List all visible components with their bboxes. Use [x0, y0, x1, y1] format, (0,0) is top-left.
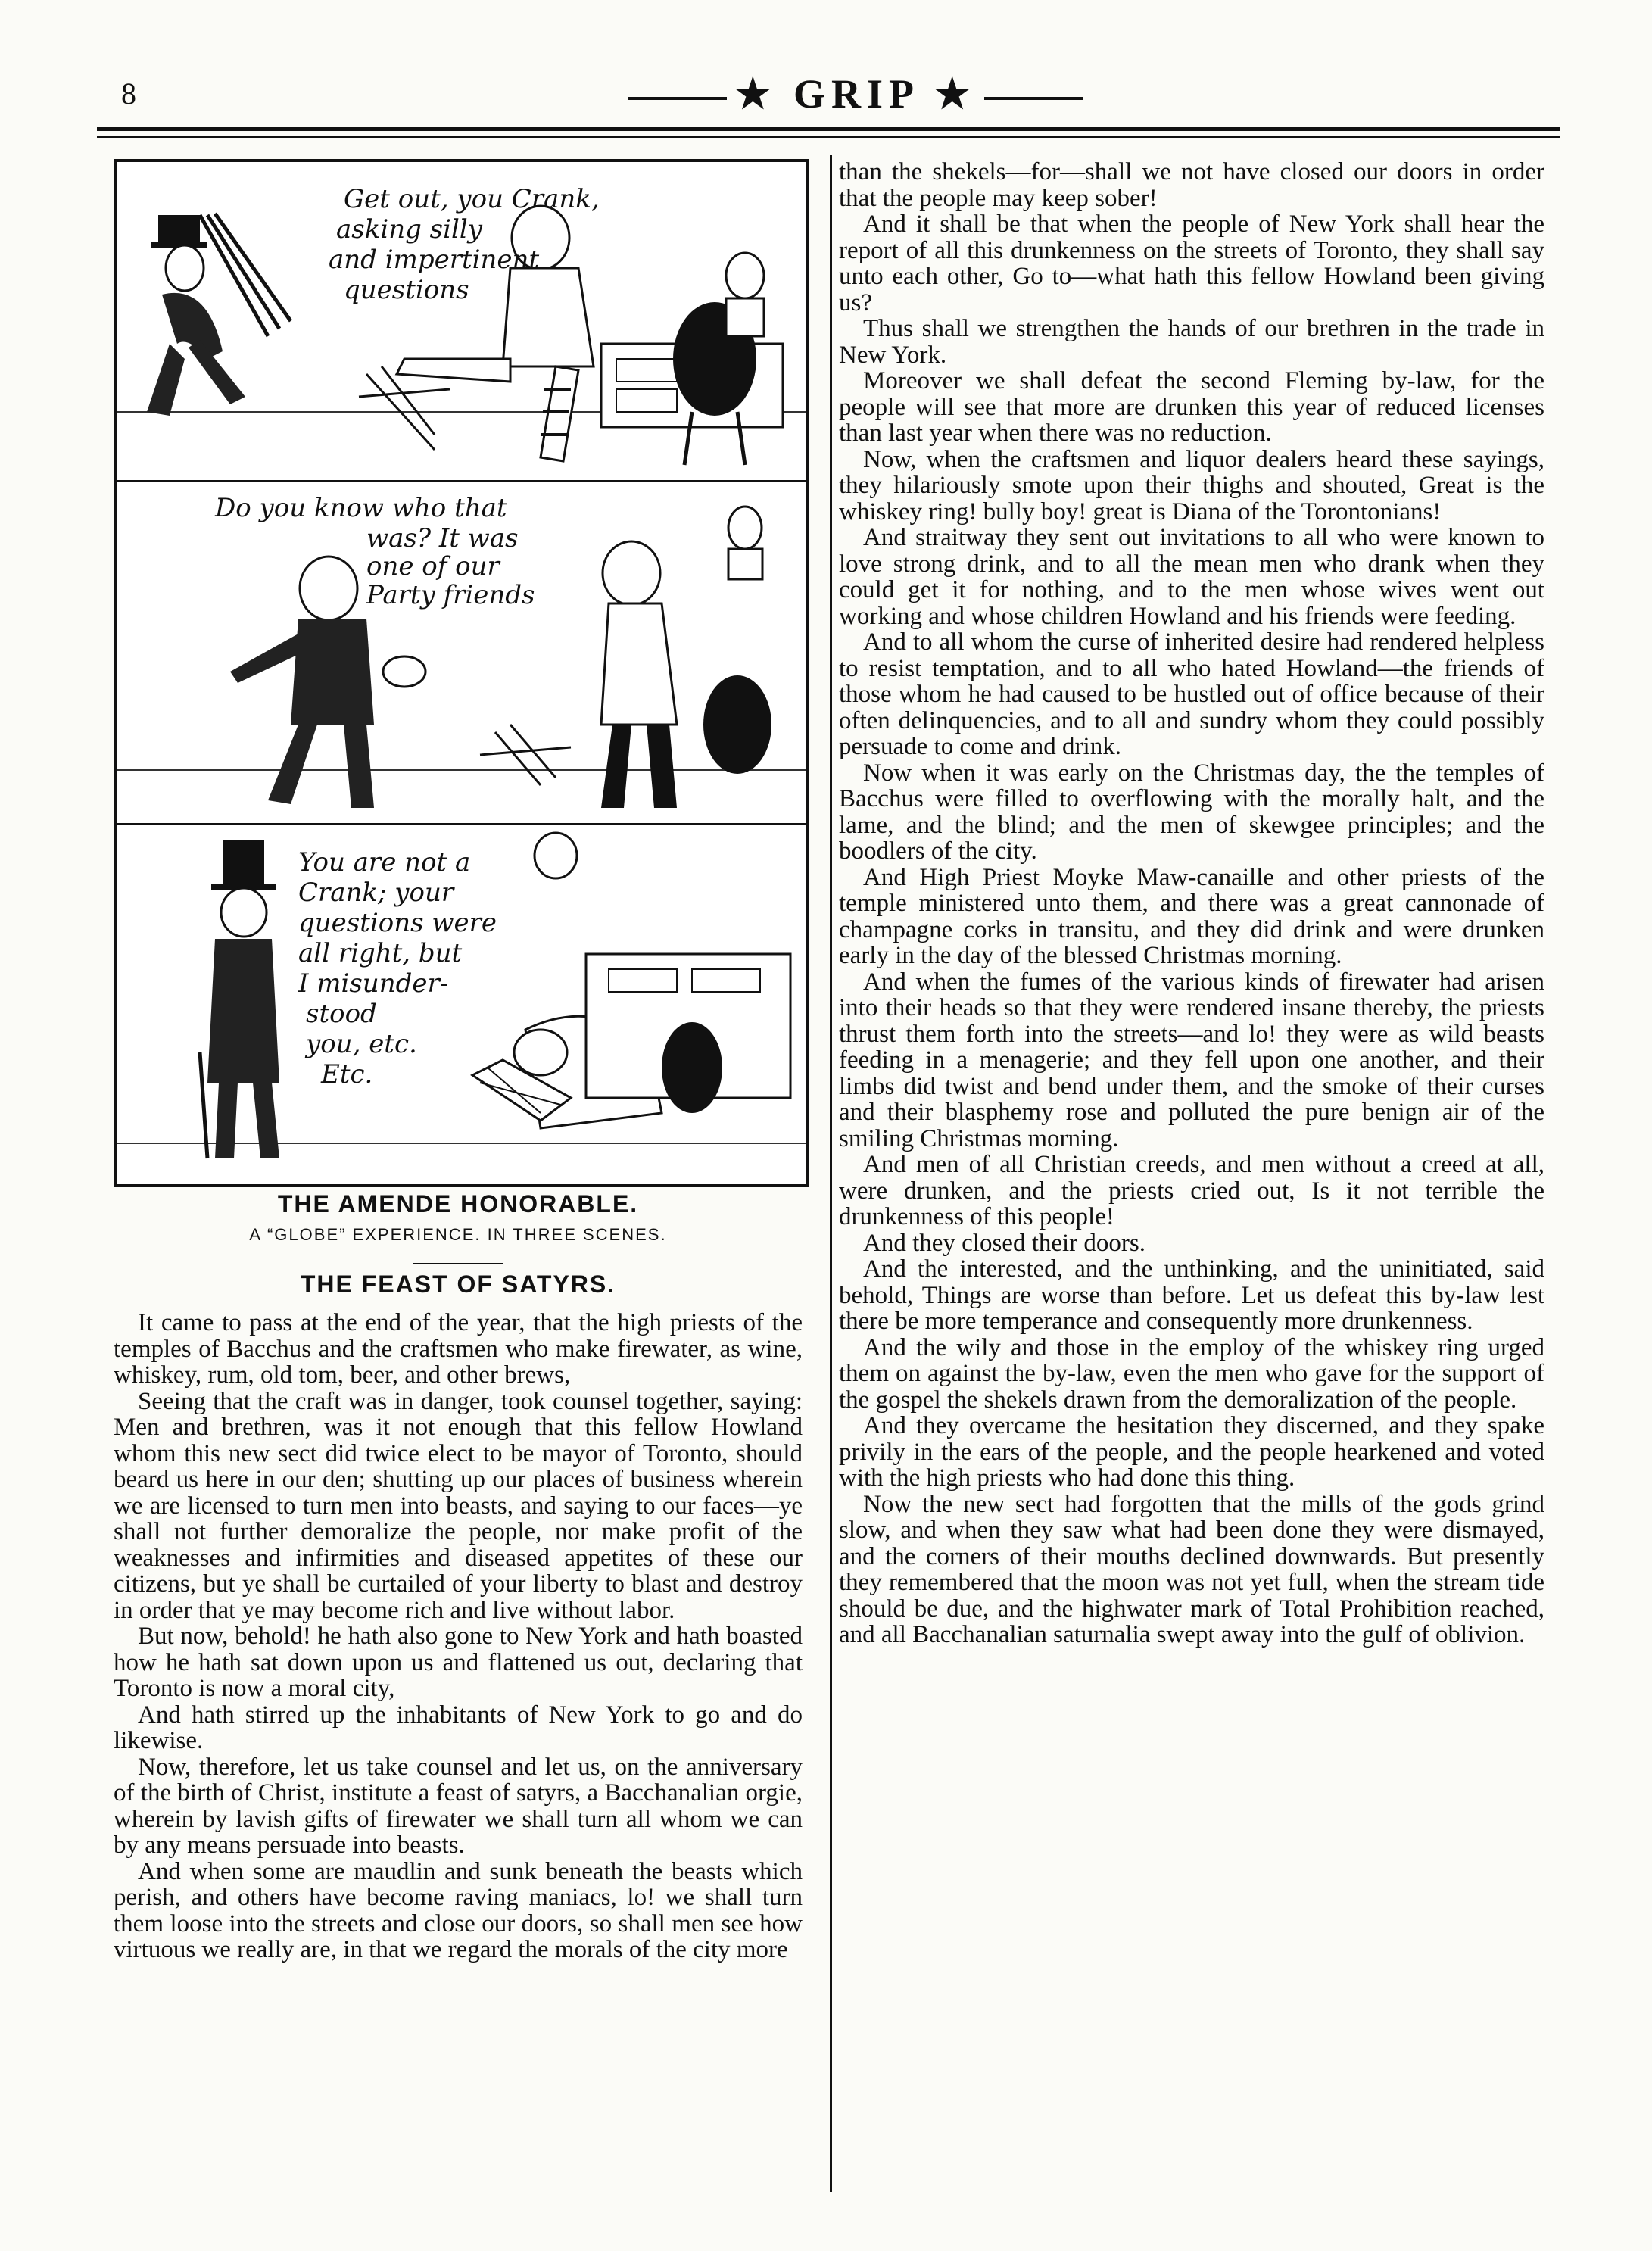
- article-paragraph: Thus shall we strengthen the hands of our brethren in the trade in New York.: [839, 315, 1544, 369]
- article-paragraph: Now when it was early on the Christmas day, the the temples of Bacchus were filled to overflowing with the morally halt, and the lame, and the blind; and the men of skewgee principles; and the boodlers of the city.: [839, 759, 1544, 865]
- cartoon-caption-title: THE AMENDE HONORABLE.: [277, 1190, 639, 1217]
- article-title: THE FEAST OF SATYRS.: [300, 1270, 616, 1298]
- scene-3-speech-line-8: Etc.: [321, 1059, 373, 1090]
- article-left-column: [114, 1310, 803, 1963]
- article-paragraph: Seeing that the craft was in danger, took counsel together, saying: Men and brethren, was it not enough that this fellow Howland whom this new sect did twice elect to be mayor of Toronto, should beard us here in our den; shutting up our places of business wherein we are licensed to turn men into beasts, and saying to our faces—ye shall not further demoralize the people, nor make profit of the weaknesses and infirmities and diseased appetites of these our citizens, but ye shall be curtailed of your liberty to blast and destroy in order that ye may become rich and live without labor.: [114, 1387, 803, 1624]
- article-paragraph: And hath stirred up the inhabitants of New York to go and do likewise.: [114, 1701, 803, 1754]
- scene-3-speech-line-7: you, etc.: [306, 1029, 417, 1059]
- masthead: [591, 70, 1121, 117]
- scene-1-speech-line-2: asking silly: [336, 214, 482, 245]
- scene-1-speech-line-1: Get out, you Crank,: [344, 184, 600, 214]
- article-paragraph: It came to pass at the end of the year, that the high priests of the temples of Bacchus and the craftsmen who make firewater, as wine, whiskey, rum, old tom, beer, and other brews,: [114, 1309, 803, 1389]
- scene-2-speech-line-2: was? It was: [366, 523, 519, 553]
- article-paragraph: Moreover we shall defeat the second Fleming by-law, for the people will see that more are drunken this year of reduced licenses than last year when there was no reduction.: [839, 367, 1544, 447]
- cartoon-illustration: [114, 159, 809, 1187]
- article-paragraph: And men of all Christian creeds, and men without a creed at all, were drunken, and the priests cried out, Is it not terrible the drunkenness of this people!: [839, 1151, 1544, 1230]
- article-paragraph: And it shall be that when the people of New York shall hear the report of all this drunkenness on the streets of Toronto, they shall say unto each other, Go to—what hath this fellow Howland been giving us?: [839, 210, 1544, 316]
- article-paragraph: And to all whom the curse of inherited desire had rendered helpless to resist temptation, and to all who hated Howland—the friends of those whom he had caused to be hustled out of office because of their often delinquencies, and to all and sundry whom they could possibly persuade to come and drink.: [839, 628, 1544, 760]
- masthead-title: ★ GRIP ★: [734, 71, 977, 117]
- article-paragraph: Now, therefore, let us take counsel and let us, on the anniversary of the birth of Christ, institute a feast of satyrs, a Bacchanalian orgie, wherein by lavish gifts of firewater we shall turn all whom we can by any means persuade into beasts.: [114, 1753, 803, 1859]
- article-right-column: [839, 159, 1544, 1648]
- scene-3-speech-line-3: questions were: [298, 908, 497, 938]
- scene-1-drawing: [117, 162, 806, 480]
- scene-3-speech-line-2: Crank; your: [298, 878, 454, 908]
- cartoon-caption-subtitle: A “GLOBE” EXPERIENCE. IN THREE SCENES.: [249, 1225, 667, 1244]
- article-paragraph: And the interested, and the unthinking, and the uninitiated, said behold, Things are worse than before. Let us defeat this by-law lest there be more temperance and consequently more drunkenness.: [839, 1255, 1544, 1335]
- masthead-rule-right: [984, 97, 1083, 100]
- scene-2-speech-line-3: one of our: [366, 551, 500, 581]
- scene-3-drawing: [117, 825, 806, 1181]
- page-number: 8: [121, 76, 136, 111]
- scene-2-drawing: [117, 482, 806, 823]
- header-rule-thin: [97, 136, 1560, 138]
- scene-2-speech-line-1: Do you know who that: [215, 493, 507, 523]
- article-paragraph: And straitway they sent out invitations to all who were known to love strong drink, and to all the mean men who drank when they could get it for nothing, and to the men whose wives went out working and whose children Howland and his friends were feeding.: [839, 524, 1544, 630]
- cartoon-scene-3: [117, 825, 806, 1181]
- article-paragraph: And when some are maudlin and sunk beneath the beasts which perish, and others have become raving maniacs, lo! we shall turn them loose into the streets and close our doors, so shall men see how virtuous we really are, in that we regard the morals of the city more: [114, 1857, 803, 1963]
- scene-2-speech-line-4: Party friends: [366, 580, 535, 610]
- cartoon-scene-1: [117, 162, 806, 482]
- article-paragraph: And High Priest Moyke Maw-canaille and other priests of the temple ministered unto them, and there was a great cannonade of champagne corks in transitu, and they did drink and were drunken early in the day of the blessed Christmas morning.: [839, 863, 1544, 969]
- column-divider: [830, 155, 832, 2192]
- article-paragraph: But now, behold! he hath also gone to New York and hath boasted how he hath sat down upon us and flattened us out, declaring that Toronto is now a moral city,: [114, 1623, 803, 1702]
- cartoon-scene-2: [117, 482, 806, 825]
- scene-1-speech-line-3: and impertinent: [329, 245, 540, 275]
- article-paragraph: Now, when the craftsmen and liquor dealers heard these sayings, they hilariously smote upon their thighs and shouted, Great is the whiskey ring! bully boy! great is Diana of the Torontonians!: [839, 445, 1544, 525]
- article-paragraph: Now the new sect had forgotten that the mills of the gods grind slow, and when they saw what had been done they were dismayed, and the corners of their mouths declined downwards. But presently they remembered that the moon was not yet full, when the stream tide should be due, and the highwater mark of Total Prohibition reached, and all Bacchanalian saturnalia swept away into the gulf of oblivion.: [839, 1490, 1544, 1648]
- masthead-rule-left: [628, 97, 727, 100]
- article-paragraph: And they overcame the hesitation they discerned, and they spake privily in the ears of the people, and the people hearkened and voted with the high priests who had done this thing.: [839, 1412, 1544, 1492]
- header-rule-thick: [97, 127, 1560, 131]
- scene-3-speech-line-4: all right, but: [298, 938, 463, 968]
- scene-3-speech-line-6: stood: [306, 999, 377, 1029]
- scene-1-speech-line-4: questions: [344, 275, 469, 305]
- article-paragraph: And when the fumes of the various kinds of firewater had arisen into their heads so that they were rendered insane thereby, the priests thrust them forth into the streets—and lo! they were as wild beasts feeding in a menagerie; and they fell upon one another, and their limbs did twist and bend under them, and the smoke of their curses and their blasphemy rose and polluted the pure benign air of the smiling Christmas morning.: [839, 968, 1544, 1152]
- caption-divider: [413, 1263, 503, 1264]
- scene-3-speech-line-5: I misunder-: [298, 968, 449, 999]
- article-paragraph: And they closed their doors.: [863, 1229, 1146, 1257]
- article-paragraph: And the wily and those in the employ of the whiskey ring urged them on against the by-law, even the men who gave for the support of the gospel the shekels drawn from the demoralization of the people.: [839, 1333, 1544, 1414]
- article-paragraph: than the shekels—for—shall we not have closed our doors in order that the people may keep sober!: [839, 158, 1544, 212]
- scene-3-speech-line-1: You are not a: [298, 847, 471, 878]
